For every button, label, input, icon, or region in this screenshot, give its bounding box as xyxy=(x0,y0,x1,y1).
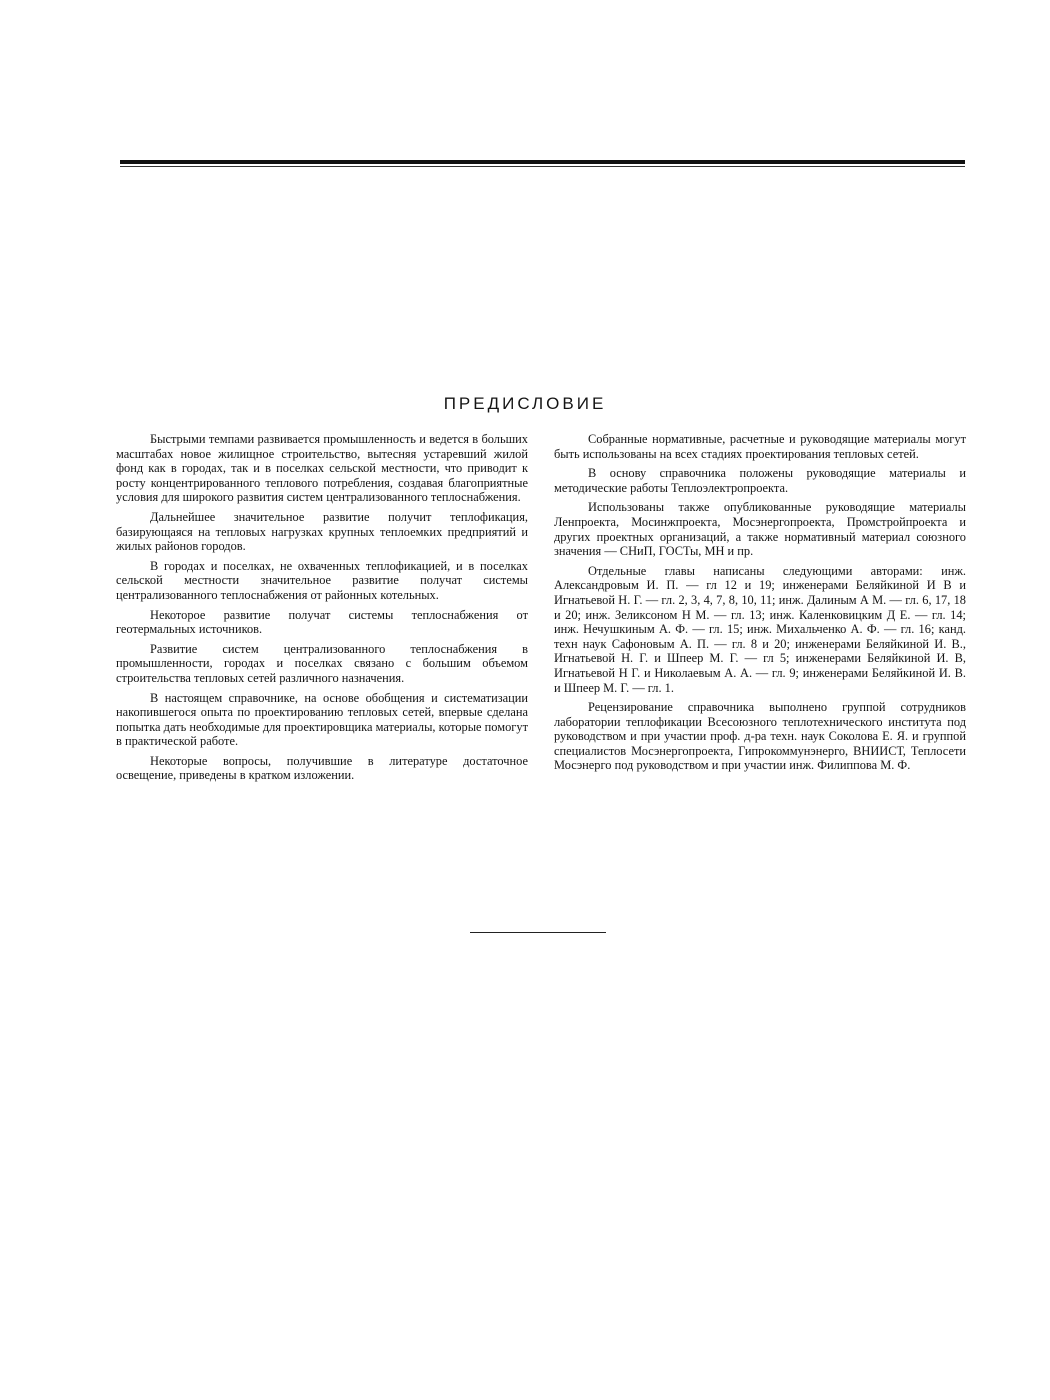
right-paragraph-2: В основу справочника положены руководящие материалы и методические работы Теплоэлектропроекта. xyxy=(554,466,966,495)
left-paragraph-7: Некоторые вопросы, получившие в литературе достаточное освещение, приведены в кратком изложении. xyxy=(116,753,528,783)
page-title: ПРЕДИСЛОВИЕ xyxy=(443,394,607,413)
top-rule-thin xyxy=(120,166,965,167)
left-paragraph-3: В городах и поселках, не охваченных теплофикацией, и в поселках сельской местности значительное развитие получат системы централизованного теплоснабжения от районных котельных. xyxy=(116,558,528,602)
right-paragraph-4: Отдельные главы написаны следующими авторами: инж. Александровым И. П. — гл 12 и 19; инженерами Беляйкиной И В и Игнатьевой Н. Г. — гл. 2, 3, 4, 7, 8, 10, 11; инж. Далиным А М. — гл. 6, 17, 18 и 20; инж. Зеликсоном Н М. — гл. 13; инж. Каленковицким Д Е. — гл. 14; инж. Нечушкиным А. Ф. — гл. 15; инж. Михальченко А. Ф. — гл. 16; канд. техн наук Сафоновым А. П. — гл. 8 и 20; инженерами Беляйкиной И. В., Игнатьевой Н. Г. и Шпеер М. Г. — гл 5; инженерами Беляйкиной И. В, Игнатьевой Н Г. и Николаевым А. А. — гл. 9; инженерами Беляйкиной И. В. и Шпеер М. Г. — гл. 1. xyxy=(554,563,966,695)
right-paragraph-3: Использованы также опубликованные руководящие материалы Ленпроекта, Мосинжпроекта, Мосэнергопроекта, Промстройпроекта и других проектных организаций, а также нормативный материал союзного значения — СНиП, ГОСТы, МН и пр. xyxy=(554,500,966,559)
right-column xyxy=(554,432,966,778)
bottom-rule xyxy=(470,932,606,933)
right-paragraph-1: Собранные нормативные, расчетные и руководящие материалы могут быть использованы на всех стадиях проектирования тепловых сетей. xyxy=(554,432,966,461)
left-paragraph-5: Развитие систем централизованного теплоснабжения в промышленности, городах и поселках связано с большим объемом строительства тепловых сетей различного назначения. xyxy=(116,641,528,685)
left-column xyxy=(116,432,528,788)
left-paragraph-2: Дальнейшее значительное развитие получит теплофикация, базирующаяся на тепловых нагрузках крупных теплоемких предприятий и жилых районов городов. xyxy=(116,509,528,554)
top-rule-thick xyxy=(120,160,965,164)
left-paragraph-6: В настоящем справочнике, на основе обобщения и систематизации накопившегося опыта по проектированию тепловых сетей, впервые сделана попытка дать необходимые для проектировщика материалы, которые помогут в практической работе. xyxy=(116,690,528,749)
left-paragraph-4: Некоторое развитие получат системы теплоснабжения от геотермальных источников. xyxy=(116,607,528,637)
right-paragraph-5: Рецензирование справочника выполнено группой сотрудников лаборатории теплофикации Всесоюзного теплотехнического института под руководством и при участии проф. д-ра техн. наук Соколова Е. Я. и группой специалистов Мосэнергопроекта, Гипрокоммунэнерго, ВНИИСТ, Теплосети Мосэнерго под руководством и при участии инж. Филиппова М. Ф. xyxy=(554,700,966,773)
left-paragraph-1: Быстрыми темпами развивается промышленность и ведется в больших масштабах новое жилищное строительство, вытесняя устаревший жилой фонд как в городах, так и в поселках сельской местности, что приводит к росту концентрированного теплового потребления, создавая благоприятные условия для широкого развития систем централизованного теплоснабжения. xyxy=(116,432,528,505)
